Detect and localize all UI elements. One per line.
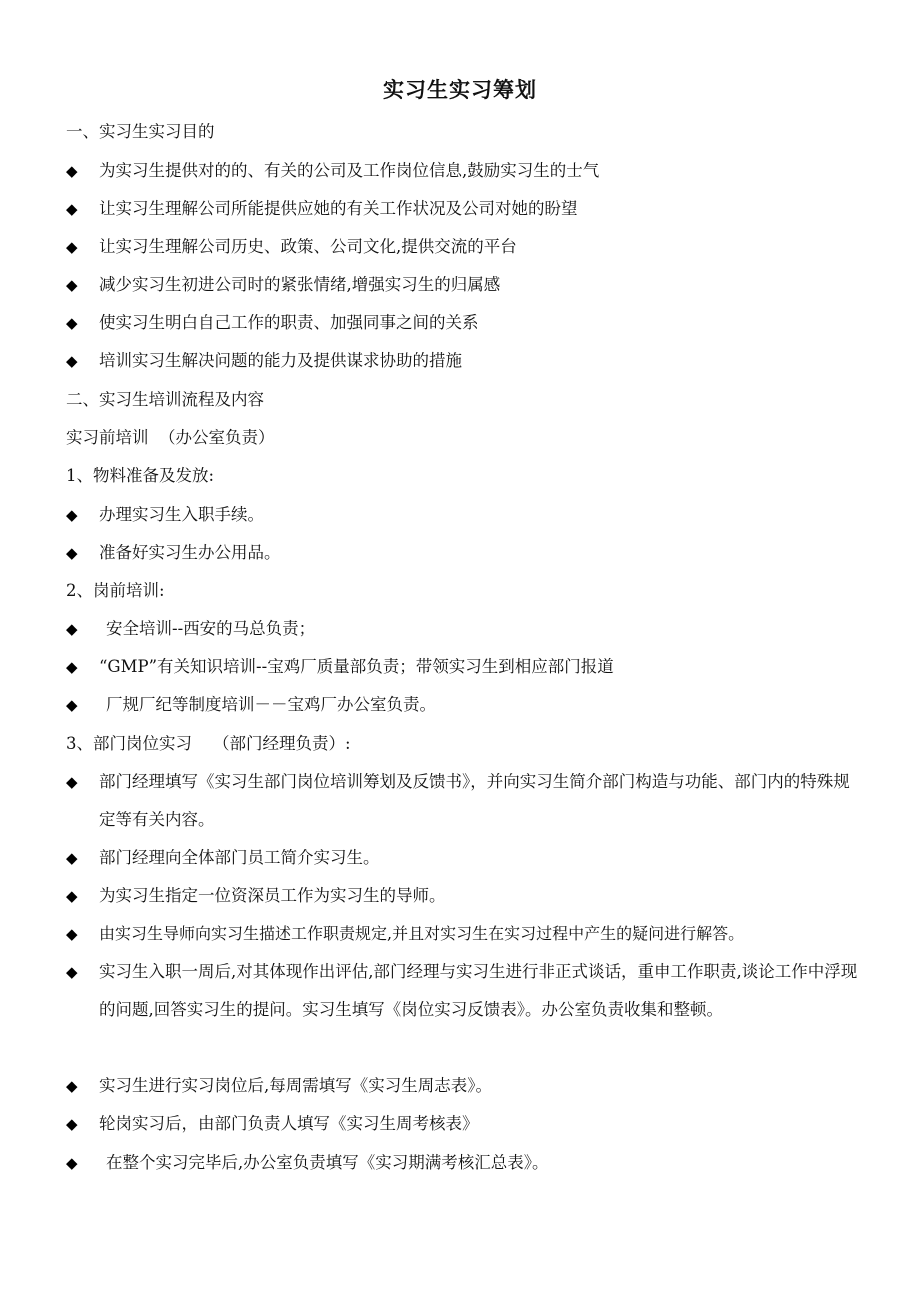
diamond-bullet-icon: ◆ (66, 849, 78, 867)
section1-heading: 一、实习生实习目的 (66, 122, 215, 141)
diamond-bullet-icon: ◆ (66, 696, 78, 714)
document-title: 实习生实习筹划 (383, 77, 537, 102)
list-item-text: 为实习生提供对的的、有关的公司及工作岗位信息,鼓励实习生的士气 (99, 161, 600, 180)
list-item-text: “GMP”有关知识培训--宝鸡厂质量部负责；带领实习生到相应部门报道 (99, 657, 614, 676)
list-item-text: 为实习生指定一位资深员工作为实习生的导师。 (99, 886, 446, 905)
step3-heading: 3、部门岗位实习 （部门经理负责）: (66, 734, 351, 753)
diamond-bullet-icon: ◆ (66, 544, 78, 562)
pre-training-line: 实习前培训 （办公室负责） (66, 428, 275, 447)
list-item-text: 部门经理向全体部门员工简介实习生。 (99, 848, 380, 867)
diamond-bullet-icon: ◆ (66, 238, 78, 256)
diamond-bullet-icon: ◆ (66, 1077, 78, 1095)
list-item-text: 安全培训--西安的马总负责； (106, 619, 316, 638)
diamond-bullet-icon: ◆ (66, 1115, 78, 1133)
list-item-text: 由实习生导师向实习生描述工作职责规定,并且对实习生在实习过程中产生的疑问进行解答。 (99, 924, 745, 943)
diamond-bullet-icon: ◆ (66, 276, 78, 294)
list-item-text: 让实习生理解公司历史、政策、公司文化,提供交流的平台 (99, 237, 517, 256)
list-item-text: 培训实习生解决问题的能力及提供谋求协助的措施 (99, 351, 462, 370)
section2-heading: 二、实习生培训流程及内容 (66, 390, 264, 409)
diamond-bullet-icon: ◆ (66, 658, 78, 676)
diamond-bullet-icon: ◆ (66, 352, 78, 370)
list-item-text: 准备好实习生办公用品。 (99, 543, 281, 562)
step2-heading: 2、岗前培训: (66, 581, 165, 600)
list-item-text: 减少实习生初进公司时的紧张情绪,增强实习生的归属感 (99, 275, 501, 294)
list-item-text: 实习生入职一周后,对其体现作出评估,部门经理与实习生进行非正式谈话，重申工作职责,谈论工作中浮现的问题,回答实习生的提问。实习生填写《岗位实习反馈表》。办公室负责收集和整顿。 (99, 962, 858, 1019)
diamond-bullet-icon: ◆ (66, 314, 78, 332)
list-item-text: 办理实习生入职手续。 (99, 505, 264, 524)
list-item-text: 厂规厂纪等制度培训－－宝鸡厂办公室负责。 (106, 695, 436, 714)
diamond-bullet-icon: ◆ (66, 620, 78, 638)
list-item-text: 在整个实习完毕后,办公室负责填写《实习期满考核汇总表》。 (106, 1153, 549, 1172)
diamond-bullet-icon: ◆ (66, 773, 78, 791)
diamond-bullet-icon: ◆ (66, 963, 78, 981)
diamond-bullet-icon: ◆ (66, 162, 78, 180)
step1-heading: 1、物料准备及发放: (66, 466, 215, 485)
diamond-bullet-icon: ◆ (66, 1154, 78, 1172)
diamond-bullet-icon: ◆ (66, 887, 78, 905)
list-item-text: 轮岗实习后，由部门负责人填写《实习生周考核表》 (99, 1114, 479, 1133)
diamond-bullet-icon: ◆ (66, 925, 78, 943)
list-item-text: 实习生进行实习岗位后,每周需填写《实习生周志表》。 (99, 1076, 492, 1095)
list-item-text: 使实习生明白自己工作的职责、加强同事之间的关系 (99, 313, 479, 332)
diamond-bullet-icon: ◆ (66, 200, 78, 218)
list-item-text: 让实习生理解公司所能提供应她的有关工作状况及公司对她的盼望 (99, 199, 578, 218)
list-item-text: 部门经理填写《实习生部门岗位培训筹划及反馈书》，并向实习生简介部门构造与功能、部门内的特殊规定等有关内容。 (99, 772, 850, 829)
diamond-bullet-icon: ◆ (66, 506, 78, 524)
